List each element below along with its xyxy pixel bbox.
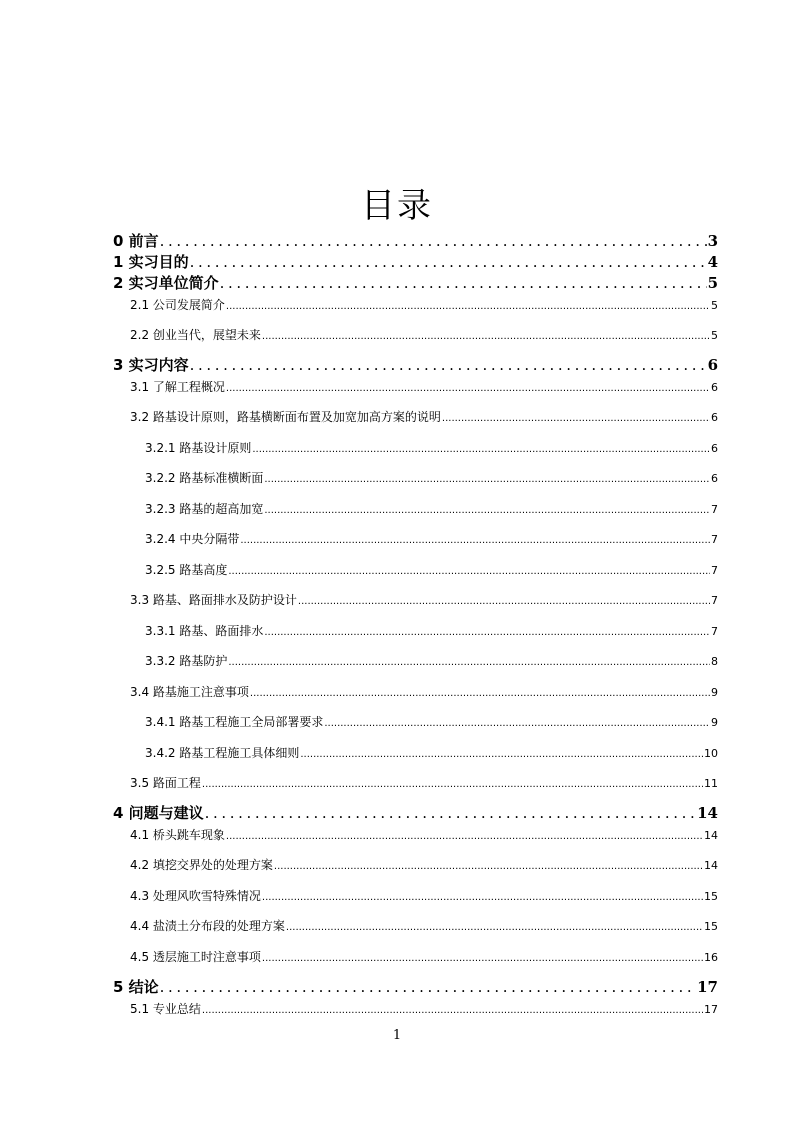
toc-page-number: 9 — [711, 686, 718, 699]
toc-entry-3-4-2[interactable] — [145, 745, 718, 763]
toc-entry-label: 3.2 路基设计原则，路基横断面布置及加宽加高方案的说明 — [130, 410, 441, 424]
toc-entry-label: 3.4 路基施工注意事项 — [130, 685, 249, 699]
toc-entry-label: 4.5 透层施工时注意事项 — [130, 950, 261, 964]
toc-entry-label: 4 问题与建议 — [113, 804, 204, 822]
toc-entry-conclusion[interactable] — [113, 977, 718, 997]
toc-leader — [250, 686, 710, 702]
toc-entry-3-2[interactable] — [130, 409, 718, 427]
toc-leader — [190, 252, 707, 272]
toc-entry-4-4[interactable] — [130, 918, 718, 936]
toc-entry-3-3-2[interactable] — [145, 653, 718, 671]
toc-entry-label: 3.1 了解工程概况 — [130, 380, 225, 394]
toc-leader — [228, 655, 710, 671]
toc-page-number: 7 — [711, 594, 718, 607]
toc-entry-3-2-3[interactable] — [145, 501, 718, 519]
toc-entry-label: 4.2 填挖交界处的处理方案 — [130, 858, 273, 872]
toc-entry-3-5[interactable] — [130, 775, 718, 793]
toc-entry-label: 2 实习单位简介 — [113, 274, 219, 292]
toc-page-number: 17 — [697, 978, 718, 996]
toc-entry-4-5[interactable] — [130, 949, 718, 967]
toc-leader — [262, 890, 703, 906]
toc-page-number: 7 — [711, 625, 718, 638]
toc-entry-label: 4.4 盐渍土分布段的处理方案 — [130, 919, 285, 933]
toc-entry-preface[interactable] — [113, 231, 718, 251]
toc-page-number: 15 — [704, 920, 718, 933]
toc-page-number: 3 — [707, 232, 718, 250]
toc-entry-3-1[interactable] — [130, 379, 718, 397]
toc-entry-3-4[interactable] — [130, 684, 718, 702]
toc-entry-label: 3.3.2 路基防护 — [145, 654, 228, 668]
toc-entry-label: 4.3 处理风吹雪特殊情况 — [130, 889, 261, 903]
toc-entry-label: 3.3 路基、路面排水及防护设计 — [130, 593, 297, 607]
toc-entry-label: 1 实习目的 — [113, 253, 189, 271]
toc-leader — [442, 411, 710, 427]
toc-page-number: 16 — [704, 951, 718, 964]
toc-page-number: 6 — [711, 411, 718, 424]
toc-leader — [240, 533, 710, 549]
toc-entry-2-2[interactable] — [130, 327, 718, 345]
toc-page-number: 8 — [711, 655, 718, 668]
toc-page-number: 4 — [707, 253, 718, 271]
toc-entry-3-3[interactable] — [130, 592, 718, 610]
toc-entry-3-3-1[interactable] — [145, 623, 718, 641]
toc-entry-issues[interactable] — [113, 803, 718, 823]
toc-leader — [160, 231, 707, 251]
toc-entry-company-intro[interactable] — [113, 273, 718, 293]
toc-leader — [202, 777, 703, 793]
toc-leader — [298, 594, 710, 610]
toc-page-number: 9 — [711, 716, 718, 729]
toc-entry-3-4-1[interactable] — [145, 714, 718, 732]
toc-page-number: 6 — [711, 472, 718, 485]
toc-entry-content[interactable] — [113, 355, 718, 375]
toc-page-number: 6 — [707, 356, 718, 374]
toc-page-number: 6 — [711, 381, 718, 394]
toc-page-number: 14 — [704, 829, 718, 842]
toc-leader — [262, 951, 703, 967]
toc-leader — [300, 747, 703, 763]
toc-page-number: 5 — [711, 299, 718, 312]
toc-page-number: 14 — [697, 804, 718, 822]
toc-page-number: 10 — [704, 747, 718, 760]
toc-entry-label: 3.2.1 路基设计原则 — [145, 441, 252, 455]
toc-entry-label: 0 前言 — [113, 232, 159, 250]
toc-title: 目录 — [361, 186, 433, 226]
toc-entry-label: 3.5 路面工程 — [130, 776, 201, 790]
toc-leader — [160, 977, 696, 997]
toc-entry-label: 5.1 专业总结 — [130, 1002, 201, 1016]
toc-page-number: 7 — [711, 564, 718, 577]
toc-leader — [262, 329, 710, 345]
toc-leader — [226, 299, 710, 315]
toc-entry-5-1[interactable] — [130, 1001, 718, 1019]
toc-leader — [226, 381, 710, 397]
toc-entry-4-1[interactable] — [130, 827, 718, 845]
toc-leader — [190, 355, 707, 375]
toc-entry-label: 2.2 创业当代，展望未来 — [130, 328, 261, 342]
toc-leader — [264, 503, 710, 519]
toc-leader — [286, 920, 703, 936]
toc-page-number: 6 — [711, 442, 718, 455]
toc-page-number: 11 — [704, 777, 718, 790]
toc-leader — [228, 564, 710, 580]
toc-entry-4-3[interactable] — [130, 888, 718, 906]
toc-leader — [226, 829, 703, 845]
toc-page-number: 7 — [711, 503, 718, 516]
toc-entry-label: 4.1 桥头跳车现象 — [130, 828, 225, 842]
toc-entry-label: 3 实习内容 — [113, 356, 189, 374]
toc-entry-3-2-1[interactable] — [145, 440, 718, 458]
toc-entry-2-1[interactable] — [130, 297, 718, 315]
toc-leader — [274, 859, 703, 875]
toc-entry-3-2-4[interactable] — [145, 531, 718, 549]
toc-leader — [205, 803, 696, 823]
toc-page-number: 17 — [704, 1003, 718, 1016]
toc-leader — [324, 716, 710, 732]
toc-entry-label: 5 结论 — [113, 978, 159, 996]
toc-page-number: 14 — [704, 859, 718, 872]
toc-page-number: 7 — [711, 533, 718, 546]
toc-entry-label: 3.2.2 路基标准横断面 — [145, 471, 264, 485]
toc-entry-label: 3.4.2 路基工程施工具体细则 — [145, 746, 300, 760]
toc-page-number: 5 — [707, 274, 718, 292]
toc-entry-3-2-2[interactable] — [145, 470, 718, 488]
toc-leader — [252, 442, 710, 458]
toc-entry-3-2-5[interactable] — [145, 562, 718, 580]
toc-page-number: 5 — [711, 329, 718, 342]
page-footer-number: 1 — [392, 1028, 402, 1043]
toc-leader — [220, 273, 707, 293]
toc-page-number: 15 — [704, 890, 718, 903]
toc-entry-label: 3.2.4 中央分隔带 — [145, 532, 240, 546]
toc-leader — [264, 472, 710, 488]
toc-leader — [202, 1003, 703, 1019]
toc-entry-label: 3.2.5 路基高度 — [145, 563, 228, 577]
toc-leader — [264, 625, 710, 641]
toc-entry-label: 2.1 公司发展简介 — [130, 298, 225, 312]
toc-entry-purpose[interactable] — [113, 252, 718, 272]
toc-entry-4-2[interactable] — [130, 857, 718, 875]
toc-entry-label: 3.2.3 路基的超高加宽 — [145, 502, 264, 516]
toc-entry-label: 3.4.1 路基工程施工全局部署要求 — [145, 715, 324, 729]
toc-entry-label: 3.3.1 路基、路面排水 — [145, 624, 264, 638]
